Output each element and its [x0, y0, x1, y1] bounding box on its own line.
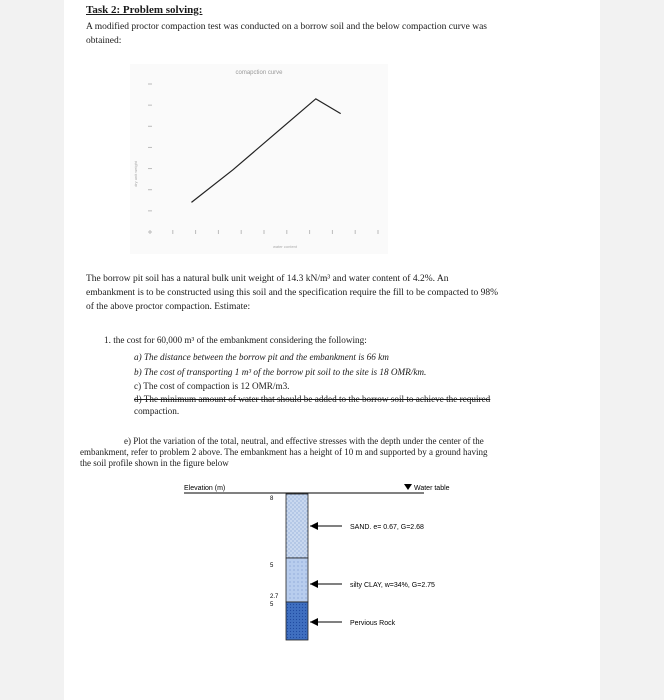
water-table-icon	[404, 484, 412, 490]
elevation-top: 8	[270, 496, 274, 502]
compaction-chart-svg	[130, 64, 388, 254]
water-table-label: Water table	[414, 485, 450, 492]
problem-line-1: The borrow pit soil has a natural bulk unit weight of 14.3 kN/m³ and water content of 4.2%. An	[86, 274, 449, 284]
task-title: Task 2: Problem solving:	[86, 4, 203, 16]
elevation-low-2: 5	[270, 602, 274, 608]
item-d-line-1: d) The minimum amount of water that should be added to the borrow soil to achieve the required	[134, 394, 491, 404]
clay-layer-label: silty CLAY, w=34%, G=2.75	[350, 582, 435, 589]
clay-layer	[286, 558, 308, 602]
item-d-line-2: compaction.	[134, 406, 180, 416]
compaction-chart	[130, 64, 388, 254]
item-b: b) The cost of transporting 1 m³ of the borrow pit soil to the site is 18 OMR/km.	[134, 367, 427, 377]
chart-y-label: dry unit weight	[133, 161, 138, 187]
intro-paragraph	[86, 20, 487, 48]
item-a: a) The distance between the borrow pit and the embankment is 66 km	[134, 352, 389, 362]
item-1: 1. the cost for 60,000 m³ of the embankment considering the following:	[104, 335, 367, 345]
sand-layer	[286, 494, 308, 558]
document-page	[64, 0, 600, 700]
item-e-line-1: e) Plot the variation of the total, neutral, and effective stresses with the depth under the center of the	[124, 436, 484, 446]
chart-x-label: water content	[272, 244, 298, 249]
rock-arrow-head-icon	[310, 618, 318, 626]
problem-line-3: of the above proctor compaction. Estimate:	[86, 302, 251, 312]
soil-profile-svg	[184, 480, 604, 680]
rock-layer-label: Pervious Rock	[350, 620, 396, 627]
rock-layer	[286, 602, 308, 640]
soil-profile-figure	[184, 480, 604, 680]
item-c: c) The cost of compaction is 12 OMR/m3.	[134, 381, 290, 391]
chart-title: comapction curve	[235, 70, 283, 76]
item-e-line-2: embankment, refer to problem 2 above. The embankment has a height of 10 m and supported by a ground having	[80, 447, 488, 457]
compaction-curve-line	[191, 99, 340, 203]
clay-arrow-head-icon	[310, 580, 318, 588]
sand-arrow-head-icon	[310, 522, 318, 530]
intro-line-2: obtained:	[86, 36, 122, 46]
sand-layer-label: SAND. e= 0.67, G=2.68	[350, 524, 424, 531]
problem-paragraph	[86, 272, 586, 314]
problem-line-2: embankment is to be constructed using this soil and the specification require the fill to be compacted to 98%	[86, 288, 499, 298]
item-e-line-3: the soil profile shown in the figure below	[80, 458, 229, 468]
item-e-paragraph	[80, 436, 600, 469]
elevation-mid: 5	[270, 563, 274, 569]
elevation-label: Elevation (m)	[184, 485, 226, 492]
intro-line-1: A modified proctor compaction test was conducted on a borrow soil and the below compaction curve was	[86, 22, 487, 32]
elevation-low-1: 2.7	[270, 594, 279, 600]
